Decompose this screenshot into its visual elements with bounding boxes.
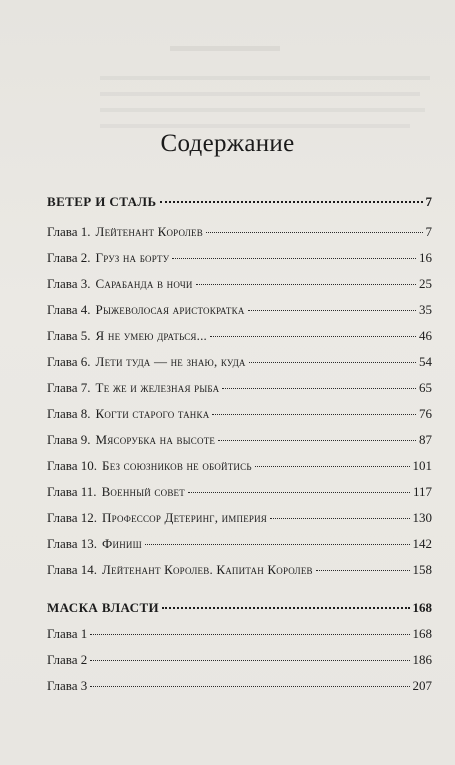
chapter-title: Лети туда — не знаю, куда bbox=[95, 354, 246, 369]
toc-chapter-row bbox=[47, 276, 432, 300]
dot-leader bbox=[249, 362, 416, 363]
chapter-number: Глава 7. bbox=[47, 380, 91, 395]
toc-part-row bbox=[47, 600, 432, 624]
chapter-label bbox=[47, 354, 246, 370]
page-title: Содержание bbox=[160, 130, 295, 157]
page-number: 16 bbox=[419, 250, 432, 265]
toc-part-row bbox=[47, 194, 432, 218]
page-number: 25 bbox=[419, 276, 432, 291]
chapter-title: Лейтенант Королев. Капитан Королев bbox=[102, 562, 313, 577]
toc-chapter-row bbox=[47, 354, 432, 378]
page-number: 158 bbox=[412, 562, 432, 577]
page-number: 7 bbox=[425, 224, 432, 239]
chapter-label bbox=[47, 458, 252, 474]
chapter-label bbox=[47, 536, 142, 552]
chapter-number: Глава 10. bbox=[47, 458, 98, 473]
page-number: 65 bbox=[419, 380, 432, 395]
toc-chapter-row bbox=[47, 678, 432, 702]
chapter-number: Глава 1. bbox=[47, 224, 91, 239]
chapter-title: Мясорубка на высоте bbox=[95, 432, 216, 447]
dot-leader bbox=[255, 466, 410, 467]
page-number: 186 bbox=[412, 652, 432, 667]
chapter-label bbox=[47, 302, 245, 318]
chapter-title: Военный совет bbox=[101, 484, 185, 499]
chapter-number: Глава 3 bbox=[47, 678, 88, 693]
chapter-title: Когти старого танка bbox=[95, 406, 210, 421]
dot-leader bbox=[212, 414, 416, 415]
chapter-label bbox=[47, 432, 215, 448]
chapter-label bbox=[47, 484, 185, 500]
dot-leader bbox=[218, 440, 416, 441]
page-number: 35 bbox=[419, 302, 432, 317]
chapter-label bbox=[47, 406, 209, 422]
toc-chapter-row bbox=[47, 224, 432, 248]
part-title: ВЕТЕР И СТАЛЬ bbox=[47, 194, 157, 209]
toc-chapter-row bbox=[47, 328, 432, 352]
chapter-number: Глава 3. bbox=[47, 276, 91, 291]
chapter-title: Груз на борту bbox=[95, 250, 170, 265]
chapter-label bbox=[47, 250, 169, 266]
chapter-title: Рыжеволосая аристократка bbox=[95, 302, 245, 317]
chapter-label bbox=[47, 276, 193, 292]
chapter-label bbox=[47, 678, 87, 694]
dot-leader bbox=[210, 336, 416, 337]
dot-leader bbox=[162, 607, 409, 609]
chapter-label bbox=[47, 328, 207, 344]
toc-chapter-row bbox=[47, 302, 432, 326]
chapter-title: Лейтенант Королев bbox=[95, 224, 203, 239]
chapter-label bbox=[47, 380, 219, 396]
chapter-number: Глава 4. bbox=[47, 302, 91, 317]
dot-leader bbox=[90, 686, 409, 687]
toc-chapter-row bbox=[47, 652, 432, 676]
chapter-number: Глава 5. bbox=[47, 328, 91, 343]
chapter-number: Глава 13. bbox=[47, 536, 98, 551]
page-number: 87 bbox=[419, 432, 432, 447]
page-number: 168 bbox=[412, 626, 432, 641]
part-title: МАСКА ВЛАСТИ bbox=[47, 600, 160, 615]
page-number: 142 bbox=[412, 536, 432, 551]
page-number: 46 bbox=[419, 328, 432, 343]
dot-leader bbox=[206, 232, 423, 233]
page-number: 54 bbox=[419, 354, 432, 369]
chapter-title: Финиш bbox=[102, 536, 142, 551]
chapter-title: Я не умею драться... bbox=[95, 328, 207, 343]
chapter-number: Глава 2. bbox=[47, 250, 91, 265]
page-number: 207 bbox=[412, 678, 432, 693]
page-number: 7 bbox=[425, 194, 432, 209]
chapter-title: Профессор Детеринг, империя bbox=[102, 510, 268, 525]
dot-leader bbox=[316, 570, 410, 571]
chapter-label bbox=[47, 510, 267, 526]
dot-leader bbox=[145, 544, 410, 545]
toc-chapter-row bbox=[47, 458, 432, 482]
toc-chapter-row bbox=[47, 484, 432, 508]
toc-chapter-row bbox=[47, 380, 432, 404]
chapter-label bbox=[47, 562, 313, 578]
toc-chapter-row bbox=[47, 562, 432, 586]
toc-chapter-row bbox=[47, 250, 432, 274]
chapter-label bbox=[47, 626, 87, 642]
dot-leader bbox=[90, 634, 409, 635]
chapter-number: Глава 6. bbox=[47, 354, 91, 369]
dot-leader bbox=[90, 660, 409, 661]
chapter-title: Сарабанда в ночи bbox=[95, 276, 193, 291]
page-number: 101 bbox=[412, 458, 432, 473]
page-number: 168 bbox=[412, 600, 432, 615]
chapter-title: Те же и железная рыба bbox=[95, 380, 220, 395]
toc-chapter-row bbox=[47, 626, 432, 650]
chapter-number: Глава 12. bbox=[47, 510, 98, 525]
dot-leader bbox=[172, 258, 416, 259]
dot-leader bbox=[222, 388, 416, 389]
dot-leader bbox=[188, 492, 410, 493]
dot-leader bbox=[160, 201, 423, 203]
page-number: 117 bbox=[412, 484, 432, 499]
chapter-number: Глава 8. bbox=[47, 406, 91, 421]
page-number: 76 bbox=[419, 406, 432, 421]
toc-chapter-row bbox=[47, 536, 432, 560]
toc-chapter-row bbox=[47, 406, 432, 430]
dot-leader bbox=[270, 518, 409, 519]
toc-chapter-row bbox=[47, 510, 432, 534]
chapter-number: Глава 14. bbox=[47, 562, 98, 577]
chapter-number: Глава 2 bbox=[47, 652, 88, 667]
dot-leader bbox=[248, 310, 416, 311]
toc-chapter-row bbox=[47, 432, 432, 456]
chapter-number: Глава 11. bbox=[47, 484, 97, 499]
chapter-number: Глава 1 bbox=[47, 626, 88, 641]
chapter-label bbox=[47, 652, 87, 668]
dot-leader bbox=[196, 284, 416, 285]
page-number: 130 bbox=[412, 510, 432, 525]
chapter-label bbox=[47, 224, 203, 240]
chapter-title: Без союзников не обойтись bbox=[102, 458, 252, 473]
chapter-number: Глава 9. bbox=[47, 432, 91, 447]
